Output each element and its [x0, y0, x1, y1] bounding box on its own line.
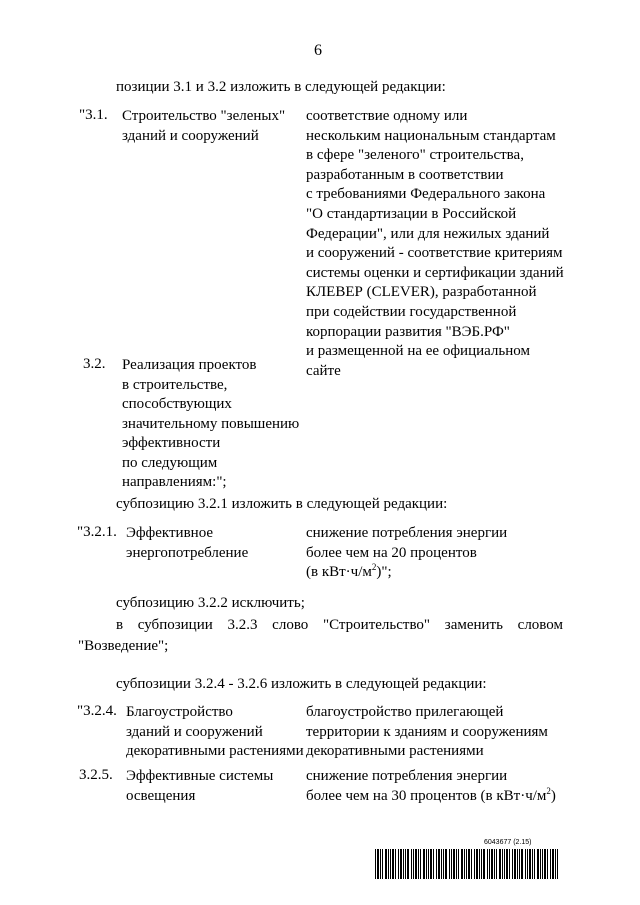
row-name-line: зданий и сооружений	[126, 723, 263, 740]
row-name-line: зданий и сооружений	[122, 127, 259, 144]
criteria-line: при содействии государственной	[306, 303, 517, 320]
word: 3.2.3	[227, 617, 258, 633]
criteria-text: )	[550, 787, 556, 804]
row-name-line: эффективности	[122, 435, 221, 451]
word: слово	[272, 617, 309, 633]
row-name-line: декоративными растениями	[126, 743, 304, 759]
criteria-line: благоустройство прилегающей	[306, 704, 504, 720]
criteria-line: декоративными растениями	[306, 743, 484, 759]
paragraph-subposition-3-2-1: субпозицию 3.2.1 изложить в следующей редакции:	[116, 496, 448, 512]
criteria-line	[306, 787, 556, 807]
paragraph-replace-word	[78, 615, 563, 657]
criteria-line: нескольким национальным стандартам	[306, 127, 556, 144]
criteria-line: в сфере "зеленого" строительства,	[306, 147, 524, 164]
criteria-text: )";	[376, 564, 392, 580]
row-name-3-1	[122, 107, 285, 146]
criteria-line	[306, 563, 507, 583]
row-name-line: энергопотребление	[126, 544, 249, 561]
row-name-line: способствующих	[122, 396, 232, 412]
word: "Строительство"	[323, 617, 431, 633]
criteria-line: "О стандартизации в Российской	[306, 205, 517, 222]
criteria-line: с требованиями Федерального закона	[306, 186, 546, 203]
criteria-line: и размещенной на ее официальном	[306, 343, 530, 360]
row-criteria-3-2-5	[306, 767, 556, 806]
row-number-3-2: 3.2.	[83, 356, 106, 372]
row-criteria-3-2-1	[306, 524, 507, 583]
row-criteria-3-2-4	[306, 703, 548, 762]
row-name-line: в строительстве,	[122, 376, 228, 393]
row-name-3-2-5	[126, 767, 273, 806]
criteria-line: корпорации развития "ВЭБ.РФ"	[306, 323, 510, 340]
paragraph-subpositions-3-2-4-3-2-6: субпозиции 3.2.4 - 3.2.6 изложить в следующей редакции:	[116, 676, 487, 692]
criteria-line: системы оценки и сертификации зданий	[306, 264, 564, 281]
criteria-line: более чем на 20 процентов	[306, 544, 477, 561]
paragraph-exclude-3-2-2: субпозицию 3.2.2 исключить;	[116, 595, 305, 611]
criteria-line: сайте	[306, 362, 341, 379]
word: словом	[517, 617, 563, 633]
criteria-text: (в кВт·ч/м	[306, 564, 372, 580]
word: в	[116, 617, 124, 633]
row-name-line: Строительство "зеленых"	[122, 108, 286, 124]
page-number: 6	[314, 42, 322, 59]
criteria-line: соответствие одному или	[306, 108, 468, 124]
unit-superscript: 2	[546, 785, 551, 796]
row-name-3-2-4	[126, 703, 304, 762]
row-number-3-1: "3.1.	[79, 107, 108, 123]
row-name-line: значительному повышению	[122, 415, 300, 432]
row-name-line: Благоустройство	[126, 704, 233, 720]
criteria-line: КЛЕВЕР (CLEVER), разработанной	[306, 284, 537, 301]
paragraph-intro-positions: позиции 3.1 и 3.2 изложить в следующей редакции:	[116, 79, 446, 95]
row-number-3-2-4: "3.2.4.	[77, 703, 117, 719]
paragraph-continuation: "Возведение";	[78, 638, 169, 654]
word: заменить	[444, 617, 503, 633]
row-name-line: по следующим	[122, 454, 218, 471]
criteria-line: разработанным в соответствии	[306, 166, 504, 183]
unit-superscript: 2	[371, 562, 377, 572]
barcode-label: 6043677 (2.15)	[484, 839, 532, 846]
row-name-line: Эффективные системы	[126, 768, 274, 784]
row-name-line: направлениям:";	[122, 474, 227, 490]
row-name-line: освещения	[126, 787, 196, 804]
criteria-line: снижение потребления энергии	[306, 525, 508, 541]
word: субпозиции	[137, 617, 213, 633]
row-criteria-3-1	[306, 107, 564, 381]
criteria-text: более чем на 30 процентов (в кВт·ч/м	[306, 787, 547, 804]
criteria-line: территории к зданиям и сооружениям	[306, 723, 548, 740]
row-name-line: Эффективное	[126, 525, 214, 541]
row-number-3-2-5: 3.2.5.	[79, 767, 113, 783]
row-number-3-2-1: "3.2.1.	[77, 524, 117, 540]
row-name-line: Реализация проектов	[122, 357, 257, 373]
criteria-line: и сооружений - соответствие критериям	[306, 245, 563, 262]
barcode-image	[375, 849, 559, 879]
criteria-line: снижение потребления энергии	[306, 768, 508, 784]
row-name-3-2	[122, 356, 299, 493]
row-name-3-2-1	[126, 524, 248, 563]
criteria-line: Федерации", или для нежилых зданий	[306, 225, 550, 242]
